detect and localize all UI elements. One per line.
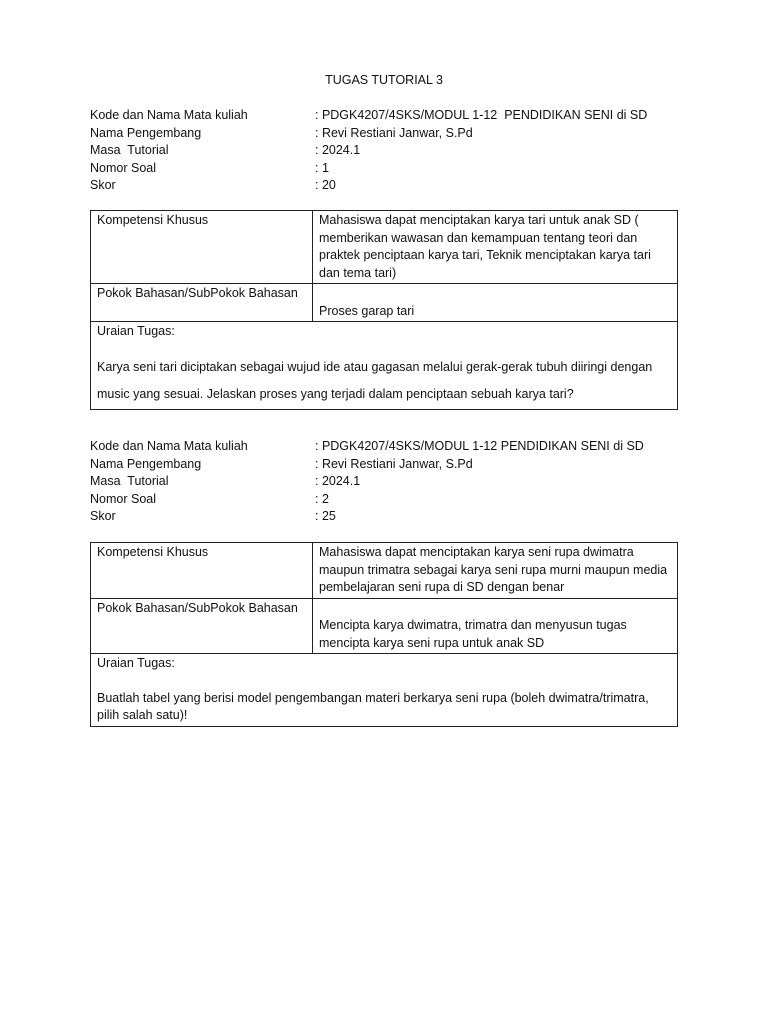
- info-label: Nomor Soal: [90, 160, 156, 175]
- info-value: : 2024.1: [315, 474, 361, 488]
- table-row-pokok: [91, 598, 678, 654]
- table-row-pokok: [91, 284, 678, 322]
- info-label: Masa Tutorial: [90, 143, 169, 157]
- pokok-text: Proses garap tari: [319, 303, 415, 318]
- info-label: Kode dan Nama Mata kuliah: [90, 108, 248, 122]
- table-row-uraian: [91, 322, 678, 410]
- info-row-developer: [90, 456, 680, 474]
- uraian-cell: [91, 322, 678, 410]
- info-row-period: [90, 473, 680, 491]
- info-value: : 2024.1: [315, 143, 361, 157]
- info-row-developer: [90, 125, 680, 143]
- pokok-text: Mencipta karya dwimatra, trimatra dan menyusun tugas mencipta karya seni rupa untuk anak SD: [319, 618, 627, 650]
- task-1-info: [90, 107, 680, 195]
- info-value: : Revi Restiani Janwar, S.Pd: [315, 125, 473, 140]
- info-row-course: [90, 438, 680, 456]
- pokok-label: Pokok Bahasan/SubPokok Bahasan: [91, 284, 313, 322]
- info-label: Nomor Soal: [90, 491, 156, 506]
- info-value: : 25: [315, 509, 336, 523]
- info-value: : 2: [315, 491, 329, 506]
- document-title: TUGAS TUTORIAL 3: [325, 73, 443, 87]
- info-value: : PDGK4207/4SKS/MODUL 1-12 PENDIDIKAN SENI di SD: [315, 439, 644, 453]
- kompetensi-text: Mahasiswa dapat menciptakan karya seni rupa dwimatra maupun trimatra sebagai karya seni rupa murni maupun media pembelajaran seni rupa di SD dengan benar: [313, 543, 678, 599]
- kompetensi-text: Mahasiswa dapat menciptakan karya tari untuk anak SD ( memberikan wawasan dan kemampuan tentang teori dan praktek penciptaan karya tari, Teknik menciptakan karya tari dan tema tari): [313, 211, 678, 284]
- info-value: : PDGK4207/4SKS/MODUL 1-12 PENDIDIKAN SENI di SD: [315, 108, 648, 122]
- info-row-period: [90, 142, 680, 160]
- info-label: Masa Tutorial: [90, 474, 169, 488]
- uraian-label: Uraian Tugas:: [97, 656, 175, 670]
- info-label: Skor: [90, 178, 116, 192]
- task-1-table: [90, 210, 678, 410]
- uraian-text: Buatlah tabel yang berisi model pengembangan materi berkarya seni rupa (boleh dwimatra/trimatra, pilih salah satu)!: [97, 690, 649, 722]
- uraian-label: Uraian Tugas:: [97, 324, 175, 338]
- info-label: Kode dan Nama Mata kuliah: [90, 439, 248, 453]
- pokok-label: Pokok Bahasan/SubPokok Bahasan: [91, 598, 313, 654]
- task-2-info: [90, 438, 680, 526]
- kompetensi-label: Kompetensi Khusus: [91, 211, 313, 284]
- info-value: : 20: [315, 178, 336, 192]
- uraian-text: Karya seni tari diciptakan sebagai wujud ide atau gagasan melalui gerak-gerak tubuh diiringi dengan music yang sesuai. Jelaskan proses yang terjadi dalam penciptaan sebuah karya tari?: [97, 359, 653, 401]
- table-row-kompetensi: [91, 211, 678, 284]
- info-row-score: [90, 508, 680, 526]
- info-row-course: [90, 107, 680, 125]
- pokok-cell: [313, 598, 678, 654]
- info-value: : Revi Restiani Janwar, S.Pd: [315, 456, 473, 471]
- info-label: Skor: [90, 509, 116, 523]
- task-2-table: [90, 542, 678, 727]
- pokok-cell: [313, 284, 678, 322]
- uraian-cell: [91, 654, 678, 727]
- kompetensi-label: Kompetensi Khusus: [91, 543, 313, 599]
- table-row-kompetensi: [91, 543, 678, 599]
- table-row-uraian: [91, 654, 678, 727]
- info-row-number: [90, 160, 680, 178]
- info-label: Nama Pengembang: [90, 125, 202, 140]
- info-value: : 1: [315, 160, 329, 175]
- info-label: Nama Pengembang: [90, 456, 202, 471]
- info-row-score: [90, 177, 680, 195]
- info-row-number: [90, 491, 680, 509]
